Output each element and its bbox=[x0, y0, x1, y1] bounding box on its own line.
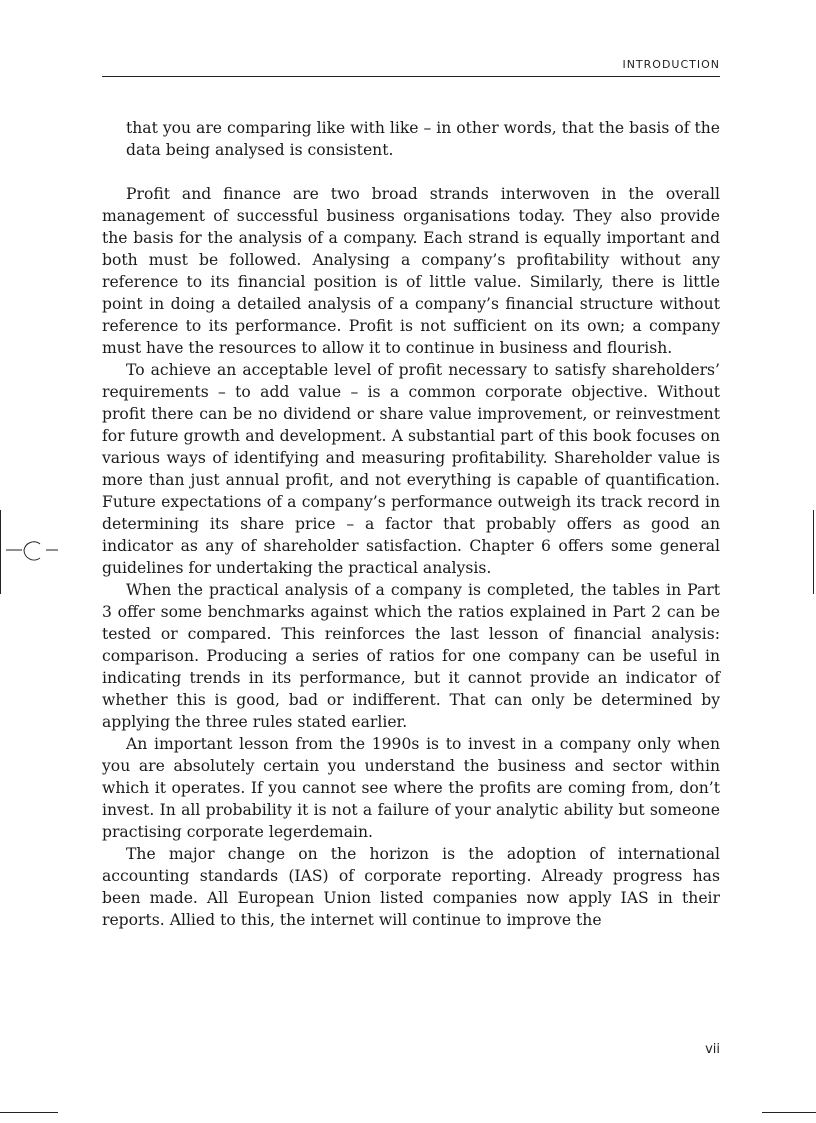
crop-mark-right bbox=[813, 510, 814, 594]
body-text bbox=[102, 117, 720, 931]
crop-mark-bottom-right bbox=[762, 1112, 816, 1113]
page-number: vii bbox=[705, 1042, 720, 1057]
paragraph: The major change on the horizon is the adoption of international accounting standards (IAS) of corporate reporting. Already progress has been made. All European Union listed companies now apply IAS in their reports. Allied to this, the internet will continue to improve the bbox=[102, 845, 720, 929]
paragraph: An important lesson from the 1990s is to invest in a company only when you are absolutely certain you understand the business and sector within which it operates. If you cannot see where the profits are coming from, don’t invest. In all probability it is not a failure of your analytic ability but someone practising corporate legerdemain. bbox=[102, 735, 720, 841]
registration-mark bbox=[2, 538, 60, 574]
paragraph: Profit and finance are two broad strands interwoven in the overall management of successful business organisations today. They also provide the basis for the analysis of a company. Each strand is equally important and both must be followed. Analysing a company’s profitability without any reference to its financial position is of little value. Similarly, there is little point in doing a detailed analysis of a company’s financial structure without reference to its performance. Profit is not sufficient on its own; a company must have the resources to allow it to continue in business and flourish. bbox=[102, 185, 720, 357]
paragraph-continuation: that you are comparing like with like – in other words, that the basis of the data being analysed is consistent. bbox=[126, 119, 720, 159]
paragraph: When the practical analysis of a company is completed, the tables in Part 3 offer some benchmarks against which the ratios explained in Part 2 can be tested or compared. This reinforces the last lesson of financial analysis: comparison. Producing a series of ratios for one company can be useful in indicating trends in its performance, but it cannot provide an indicator of whether this is good, bad or indifferent. That can only be determined by applying the three rules stated earlier. bbox=[102, 581, 720, 731]
running-head: INTRODUCTION bbox=[622, 58, 720, 71]
header-rule bbox=[102, 76, 720, 77]
crop-mark-left bbox=[0, 510, 1, 594]
crop-mark-bottom-left bbox=[0, 1112, 58, 1113]
paragraph: To achieve an acceptable level of profit necessary to satisfy shareholders’ requirements – to add value – is a common corporate objective. Without profit there can be no dividend or share value improvement, or reinvestment for future growth and development. A substantial part of this book focuses on various ways of identifying and measuring profitability. Shareholder value is more than just annual profit, and not everything is capable of quantification. Future expectations of a company’s performance outweigh its track record in determining its share price – a factor that probably offers as good an indicator as any of shareholder satisfaction. Chapter 6 offers some general guidelines for undertaking the practical analysis. bbox=[102, 361, 720, 577]
